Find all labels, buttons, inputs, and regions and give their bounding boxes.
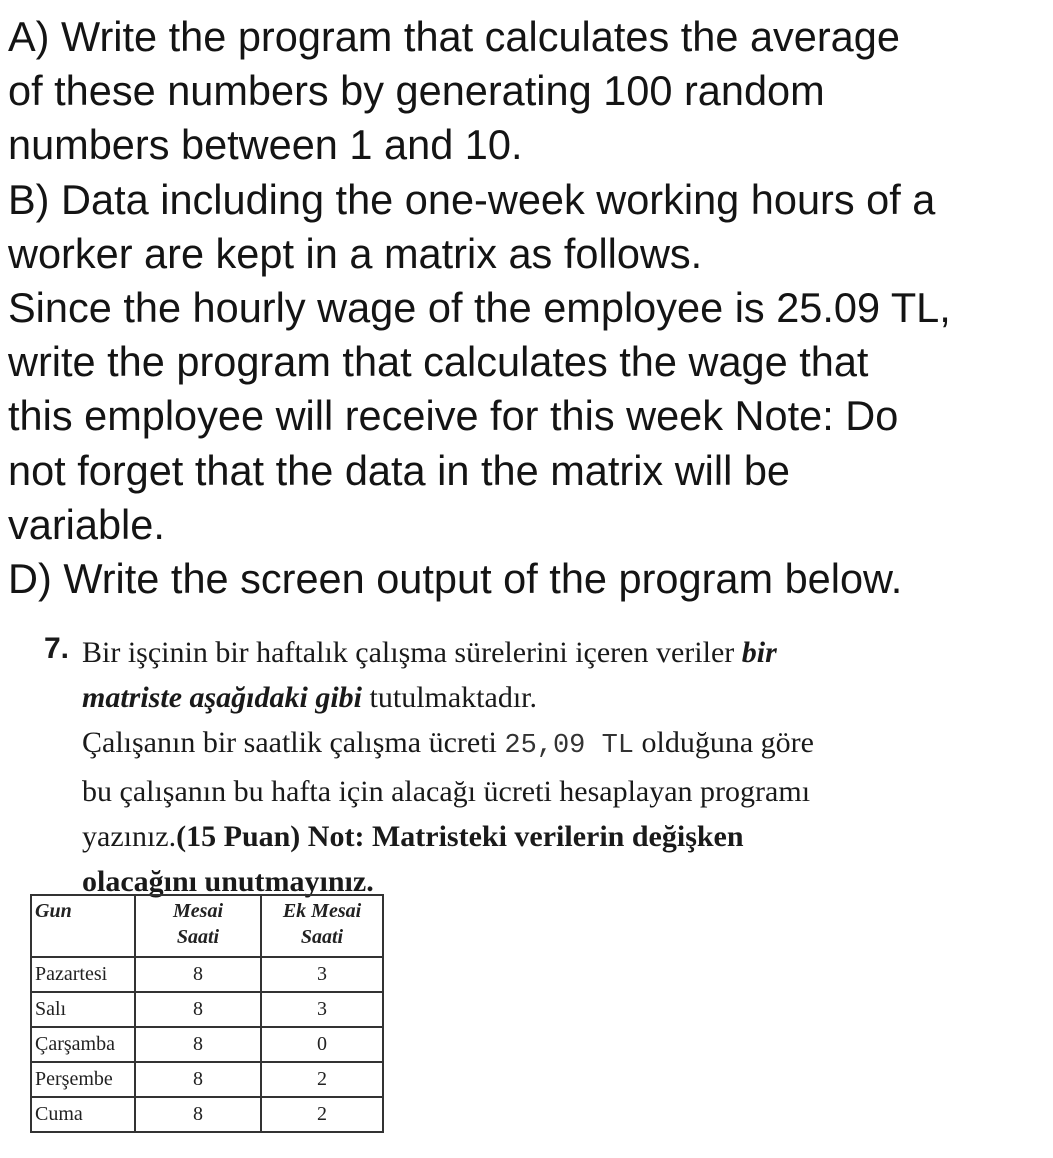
day-cell: Pazartesi [31,957,135,992]
table-row [31,1097,383,1132]
question-line: variable. [8,500,165,548]
ek-mesai-cell: 2 [261,1062,383,1097]
ek-mesai-cell: 3 [261,992,383,1027]
text-run: Çalışanın bir saatlik çalışma ücreti [82,726,505,759]
header-gun: Gun [31,895,135,957]
mesai-cell: 8 [135,1027,261,1062]
turkish-line-2 [82,675,1032,720]
turkish-line-5 [82,814,1032,859]
wage-value: 25,09 TL [504,731,634,761]
question-line: write the program that calculates the wage that [8,338,869,386]
turkish-line-4: bu çalışanın bu hafta için alacağı ücreti hesaplayan programı [82,775,811,808]
header-text: Saati [176,926,220,948]
text-run-bold: (15 Puan) Not: Matristeki verilerin değişken [176,820,744,853]
question-line: A) Write the program that calculates the average [8,13,900,60]
ek-mesai-cell: 0 [261,1027,383,1062]
header-mesai [135,895,261,957]
question-line: not forget that the data in the matrix will be [8,446,791,494]
mesai-cell: 8 [135,1097,261,1132]
table-header-row [31,895,383,957]
table-row [31,1027,383,1062]
turkish-line-1 [82,630,1032,675]
mesai-cell: 8 [135,1062,261,1097]
header-ek-mesai [261,895,383,957]
table-row [31,1062,383,1097]
turkish-line-3 [82,720,1032,769]
text-run: tutulmaktadır. [362,681,538,714]
header-text: Ek Mesai [282,900,362,922]
scanned-question [0,620,1053,1158]
day-cell: Cuma [31,1097,135,1132]
question-text [8,10,1048,606]
question-line: B) Data including the one-week working hours of a [8,175,936,223]
question-line: of these numbers by generating 100 random [8,67,825,115]
working-hours-table [30,894,384,1133]
text-run: olduğuna göre [634,726,814,759]
mesai-cell: 8 [135,957,261,992]
ek-mesai-cell: 2 [261,1097,383,1132]
day-cell: Çarşamba [31,1027,135,1062]
header-text: Saati [300,926,344,948]
table-row [31,992,383,1027]
table-row [31,957,383,992]
question-line: numbers between 1 and 10. [8,121,523,169]
question-line: Since the hourly wage of the employee is 25.09 TL, [8,284,951,332]
text-run-bold-italic: bir [741,636,777,669]
question-line: this employee will receive for this week Note: Do [8,392,899,440]
text-run: yazınız. [82,820,177,853]
text-run-bold-italic: matriste aşağıdaki gibi [82,681,363,714]
text-run: Bir işçinin bir haftalık çalışma sürelerini içeren veriler [82,636,742,669]
mesai-cell: 8 [135,992,261,1027]
header-text: Mesai [173,900,223,922]
day-cell: Salı [31,992,135,1027]
turkish-question-text [82,630,1032,904]
turkish-line-6: olacağını unutmayınız. [82,865,374,898]
ek-mesai-cell: 3 [261,957,383,992]
question-number: 7. [44,632,70,665]
question-line: worker are kept in a matrix as follows. [8,229,703,277]
day-cell: Perşembe [31,1062,135,1097]
question-line: D) Write the screen output of the program below. [8,555,903,603]
